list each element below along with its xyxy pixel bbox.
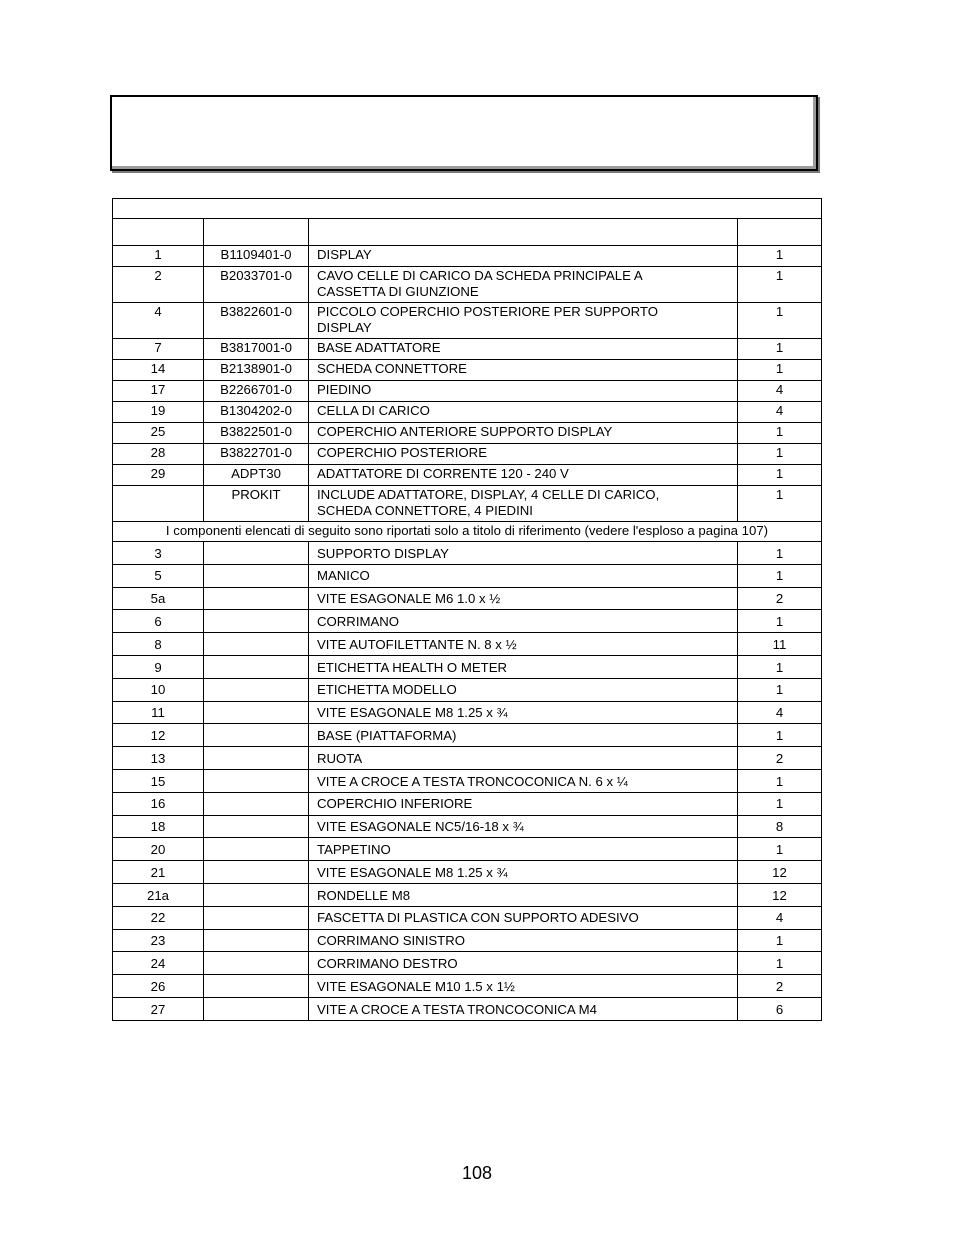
part-description: VITE ESAGONALE M6 1.0 x ½: [309, 587, 738, 610]
table-row: [113, 906, 822, 929]
item-number: 7: [113, 339, 204, 360]
quantity: 1: [738, 339, 822, 360]
item-number: 1: [113, 246, 204, 267]
quantity: 1: [738, 792, 822, 815]
part-code: [204, 724, 309, 747]
part-code: [204, 929, 309, 952]
part-description: PICCOLO COPERCHIO POSTERIORE PER SUPPORTO DISPLAY: [309, 303, 738, 339]
table-row: [113, 861, 822, 884]
quantity: 4: [738, 906, 822, 929]
item-number: 6: [113, 610, 204, 633]
part-code: [204, 792, 309, 815]
item-number: 26: [113, 975, 204, 998]
table-title-cell: [113, 199, 822, 219]
quantity: 1: [738, 465, 822, 486]
part-description: SUPPORTO DISPLAY: [309, 542, 738, 565]
quantity: 1: [738, 838, 822, 861]
table-row: [113, 587, 822, 610]
table-row: [113, 975, 822, 998]
table-row: [113, 952, 822, 975]
table-row: [113, 838, 822, 861]
part-code: [204, 906, 309, 929]
table-row: [113, 486, 822, 522]
quantity: 8: [738, 815, 822, 838]
table-row: [113, 815, 822, 838]
part-description: BASE (PIATTAFORMA): [309, 724, 738, 747]
table-row: [113, 303, 822, 339]
part-code: B3822601-0: [204, 303, 309, 339]
part-description: CORRIMANO DESTRO: [309, 952, 738, 975]
item-number: 12: [113, 724, 204, 747]
item-number: 15: [113, 769, 204, 792]
table-row: [113, 655, 822, 678]
quantity: 1: [738, 486, 822, 522]
part-code: [204, 952, 309, 975]
part-code: B3817001-0: [204, 339, 309, 360]
item-number: 3: [113, 542, 204, 565]
part-description: VITE ESAGONALE M10 1.5 x 1½: [309, 975, 738, 998]
table-row: [113, 724, 822, 747]
part-description: DISPLAY: [309, 246, 738, 267]
item-number: 29: [113, 465, 204, 486]
part-description: VITE ESAGONALE NC5/16-18 x ¾: [309, 815, 738, 838]
part-description: COPERCHIO ANTERIORE SUPPORTO DISPLAY: [309, 423, 738, 444]
part-code: [204, 701, 309, 724]
quantity: 1: [738, 929, 822, 952]
item-number: 4: [113, 303, 204, 339]
table-row: [113, 678, 822, 701]
quantity: 4: [738, 381, 822, 402]
item-number: 20: [113, 838, 204, 861]
part-code: [204, 655, 309, 678]
item-number: 19: [113, 402, 204, 423]
part-description: RONDELLE M8: [309, 883, 738, 906]
table-header-row: [113, 219, 822, 246]
item-number: 11: [113, 701, 204, 724]
table-row: [113, 360, 822, 381]
table-row: [113, 246, 822, 267]
part-description: VITE ESAGONALE M8 1.25 x ¾: [309, 701, 738, 724]
item-number: 13: [113, 747, 204, 770]
quantity: 1: [738, 678, 822, 701]
part-description: ETICHETTA MODELLO: [309, 678, 738, 701]
quantity: 1: [738, 655, 822, 678]
part-code: B3822701-0: [204, 444, 309, 465]
part-description: FASCETTA DI PLASTICA CON SUPPORTO ADESIVO: [309, 906, 738, 929]
header-cell-description: [309, 219, 738, 246]
quantity: 2: [738, 747, 822, 770]
table-row: [113, 769, 822, 792]
part-code: PROKIT: [204, 486, 309, 522]
part-description: BASE ADATTATORE: [309, 339, 738, 360]
part-code: B2266701-0: [204, 381, 309, 402]
item-number: 28: [113, 444, 204, 465]
quantity: 1: [738, 724, 822, 747]
part-code: [204, 633, 309, 656]
item-number: 9: [113, 655, 204, 678]
item-number: 21: [113, 861, 204, 884]
part-description: VITE AUTOFILETTANTE N. 8 x ½: [309, 633, 738, 656]
part-code: [204, 883, 309, 906]
part-code: [204, 564, 309, 587]
item-number: 2: [113, 267, 204, 303]
table-row: [113, 423, 822, 444]
quantity: 1: [738, 769, 822, 792]
title-box: [110, 95, 818, 171]
item-number: 23: [113, 929, 204, 952]
part-code: B2138901-0: [204, 360, 309, 381]
part-code: [204, 975, 309, 998]
header-cell-number: [113, 219, 204, 246]
quantity: 1: [738, 246, 822, 267]
table-title-row: [113, 199, 822, 219]
quantity: 1: [738, 952, 822, 975]
reference-note: I componenti elencati di seguito sono riportati solo a titolo di riferimento (vedere l'esploso a pagina 107): [113, 522, 822, 542]
item-number: 5a: [113, 587, 204, 610]
table-row: [113, 997, 822, 1020]
table-row: [113, 267, 822, 303]
part-description: CELLA DI CARICO: [309, 402, 738, 423]
part-code: B3822501-0: [204, 423, 309, 444]
part-description: CAVO CELLE DI CARICO DA SCHEDA PRINCIPALE A CASSETTA DI GIUNZIONE: [309, 267, 738, 303]
item-number: 5: [113, 564, 204, 587]
table-row: [113, 465, 822, 486]
part-description: SCHEDA CONNETTORE: [309, 360, 738, 381]
part-code: [204, 587, 309, 610]
header-cell-part-code: [204, 219, 309, 246]
part-code: [204, 610, 309, 633]
reference-note-row: [113, 522, 822, 542]
part-description: RUOTA: [309, 747, 738, 770]
table-row: [113, 444, 822, 465]
part-code: [204, 678, 309, 701]
part-description: PIEDINO: [309, 381, 738, 402]
item-number: 22: [113, 906, 204, 929]
part-description: ETICHETTA HEALTH O METER: [309, 655, 738, 678]
part-description: CORRIMANO: [309, 610, 738, 633]
table-row: [113, 701, 822, 724]
table-row: [113, 929, 822, 952]
part-description: COPERCHIO POSTERIORE: [309, 444, 738, 465]
quantity: 4: [738, 701, 822, 724]
part-code: [204, 838, 309, 861]
part-code: ADPT30: [204, 465, 309, 486]
part-code: [204, 747, 309, 770]
part-code: B1304202-0: [204, 402, 309, 423]
part-description: TAPPETINO: [309, 838, 738, 861]
part-description: ADATTATORE DI CORRENTE 120 - 240 V: [309, 465, 738, 486]
quantity: 2: [738, 587, 822, 610]
table-row: [113, 747, 822, 770]
table-row: [113, 339, 822, 360]
quantity: 12: [738, 861, 822, 884]
parts-table-body: [113, 199, 822, 1021]
part-description: CORRIMANO SINISTRO: [309, 929, 738, 952]
quantity: 11: [738, 633, 822, 656]
header-cell-quantity: [738, 219, 822, 246]
item-number: 18: [113, 815, 204, 838]
quantity: 1: [738, 610, 822, 633]
part-code: [204, 861, 309, 884]
part-description: MANICO: [309, 564, 738, 587]
item-number: 10: [113, 678, 204, 701]
quantity: 1: [738, 360, 822, 381]
item-number: 21a: [113, 883, 204, 906]
quantity: 12: [738, 883, 822, 906]
part-code: B2033701-0: [204, 267, 309, 303]
item-number: 8: [113, 633, 204, 656]
item-number: 27: [113, 997, 204, 1020]
quantity: 1: [738, 303, 822, 339]
table-row: [113, 792, 822, 815]
quantity: 2: [738, 975, 822, 998]
item-number: 14: [113, 360, 204, 381]
item-number: 25: [113, 423, 204, 444]
part-code: [204, 542, 309, 565]
item-number: [113, 486, 204, 522]
quantity: 1: [738, 564, 822, 587]
table-row: [113, 610, 822, 633]
table-row: [113, 381, 822, 402]
table-row: [113, 564, 822, 587]
quantity: 1: [738, 444, 822, 465]
quantity: 1: [738, 423, 822, 444]
table-row: [113, 633, 822, 656]
part-code: [204, 815, 309, 838]
part-code: [204, 769, 309, 792]
item-number: 16: [113, 792, 204, 815]
table-row: [113, 883, 822, 906]
page-number: 108: [461, 1163, 493, 1183]
quantity: 1: [738, 267, 822, 303]
part-description: VITE A CROCE A TESTA TRONCOCONICA N. 6 x ¼: [309, 769, 738, 792]
quantity: 1: [738, 542, 822, 565]
quantity: 4: [738, 402, 822, 423]
quantity: 6: [738, 997, 822, 1020]
part-description: COPERCHIO INFERIORE: [309, 792, 738, 815]
parts-table: [112, 198, 822, 1021]
part-description: INCLUDE ADATTATORE, DISPLAY, 4 CELLE DI CARICO, SCHEDA CONNETTORE, 4 PIEDINI: [309, 486, 738, 522]
part-description: VITE ESAGONALE M8 1.25 x ¾: [309, 861, 738, 884]
part-code: B1109401-0: [204, 246, 309, 267]
item-number: 24: [113, 952, 204, 975]
part-description: VITE A CROCE A TESTA TRONCOCONICA M4: [309, 997, 738, 1020]
table-row: [113, 542, 822, 565]
part-code: [204, 997, 309, 1020]
item-number: 17: [113, 381, 204, 402]
table-row: [113, 402, 822, 423]
